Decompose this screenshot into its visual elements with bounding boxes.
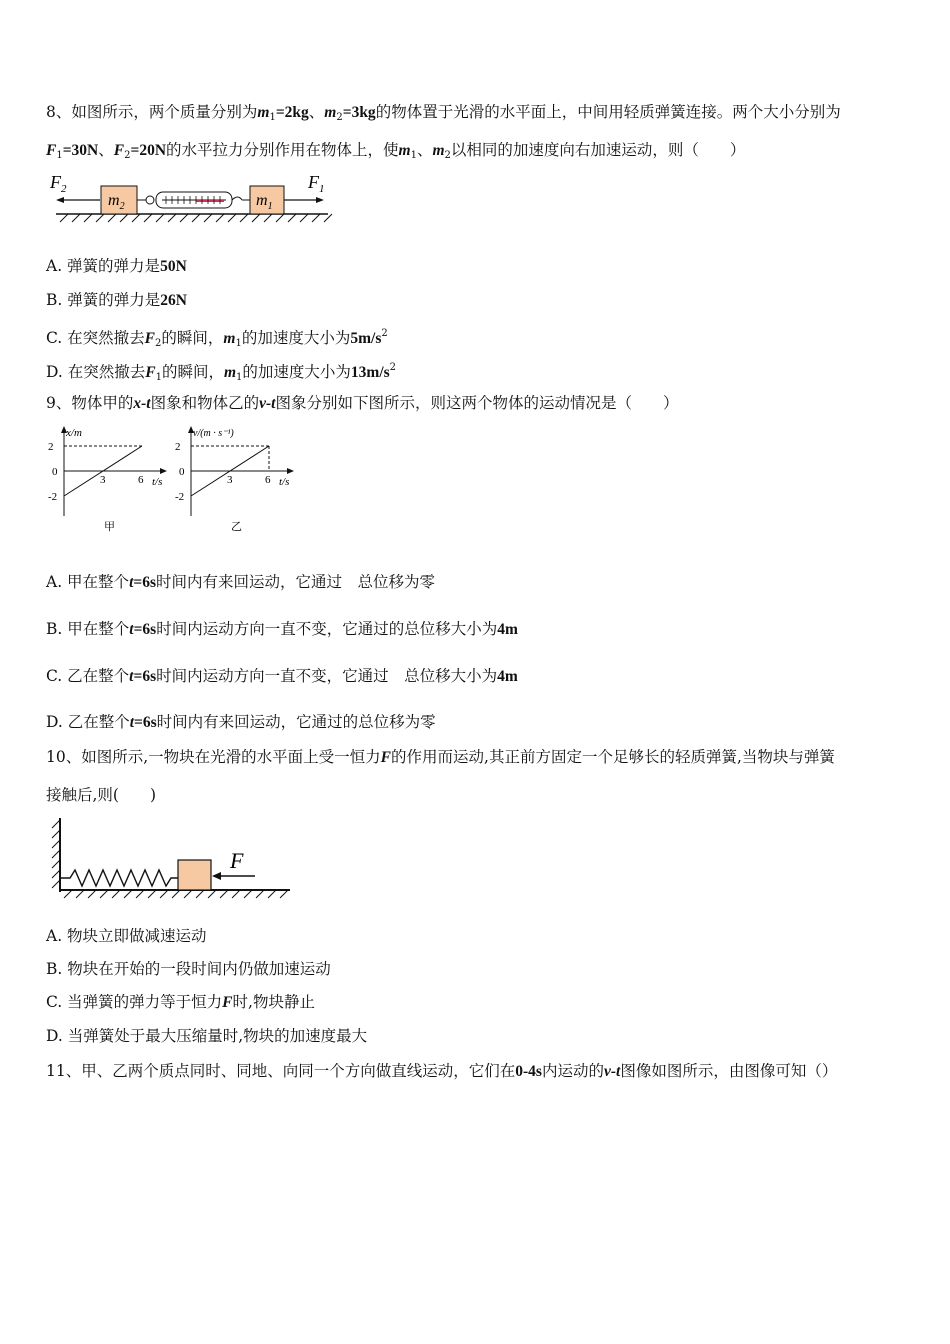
q8-stem-line2: $F_1=30N$、$F_2=20N$的水平拉力分别作用在物体上，使$m_1$、$m_2$以相同的加速度向右加速运动，则（ ） — [46, 141, 746, 161]
svg-text:-2: -2 — [175, 491, 185, 503]
svg-text:2: 2 — [175, 441, 181, 453]
svg-text:x/m: x/m — [66, 427, 82, 439]
q10-spring — [60, 870, 178, 886]
q9-option-a[interactable]: A. 甲在整个t=6s时间内有来回运动，它通过 总位移为零 — [46, 573, 436, 591]
q10-fig-F-label: F — [230, 848, 244, 873]
q11-stem: 11、甲、乙两个质点同时、同地、向同一个方向做直线运动，它们在0-4s内运动的v-t图像如图所示，由图像可知（） — [46, 1062, 838, 1080]
q9-stem: 9、物体甲的x-t图象和物体乙的v-t图象分别如下图所示，则这两个物体的运动情况是（ ） — [46, 394, 679, 412]
svg-text:t/s: t/s — [279, 476, 290, 488]
svg-text:6: 6 — [138, 474, 144, 486]
svg-text:2: 2 — [48, 441, 54, 453]
q9-option-b[interactable]: B. 甲在整个t=6s时间内运动方向一直不变，它通过的总位移大小为4m — [46, 620, 518, 638]
q8-stem-line1: 8、如图所示，两个质量分别为$m_1=2kg$、$m_2=3kg$的物体置于光滑的水平面上，中间用轻质弹簧连接。两个大小分别为 — [46, 103, 841, 123]
q9-yi-caption: 乙 — [231, 521, 242, 533]
q10-stem-line2: 接触后,则( ) — [46, 786, 157, 804]
q9-jia-caption: 甲 — [104, 521, 115, 533]
svg-text:0: 0 — [52, 466, 58, 478]
svg-text:3: 3 — [227, 474, 233, 486]
q8-option-b[interactable]: B. 弹簧的弹力是26N — [46, 291, 187, 309]
q9-number: 9、 — [46, 394, 72, 412]
q9-option-c[interactable]: C. 乙在整个t=6s时间内运动方向一直不变，它通过 总位移大小为4m — [46, 667, 518, 685]
svg-text:m2: $m_2$ — [108, 192, 125, 212]
q9-graph-jia — [46, 424, 176, 534]
q10-spring-figure — [50, 818, 300, 902]
q8-number: 8、 — [46, 103, 72, 121]
q10-option-d[interactable]: D. 当弹簧处于最大压缩量时,物块的加速度最大 — [46, 1027, 368, 1045]
svg-text:-2: -2 — [48, 491, 58, 503]
q8-option-c[interactable]: C. 在突然撤去$F_2$的瞬间，$m_1$的加速度大小为$5m/s^2$ — [46, 328, 388, 349]
q10-stem-line1: 10、如图所示,一物块在光滑的水平面上受一恒力F的作用而运动,其正前方固定一个足够长的轻质弹簧,当物块与弹簧 — [46, 748, 835, 766]
q10-block — [178, 860, 211, 890]
q8-fig-F2-label: $F_2$ — [50, 172, 67, 195]
q9-graph-yi — [173, 424, 303, 534]
q11-number: 11、 — [46, 1062, 82, 1080]
q10-option-a[interactable]: A. 物块立即做减速运动 — [46, 927, 207, 945]
svg-text:0: 0 — [179, 466, 185, 478]
svg-text:m1: $m_1$ — [256, 192, 273, 212]
q8-option-a[interactable]: A. 弹簧的弹力是50N — [46, 257, 187, 275]
q10-number: 10、 — [46, 748, 82, 766]
svg-text:t/s: t/s — [152, 476, 163, 488]
svg-text:6: 6 — [265, 474, 271, 486]
svg-text:v/(m · s⁻¹): v/(m · s⁻¹) — [193, 428, 234, 439]
q8-spring-blocks-figure — [46, 170, 336, 230]
q10-option-c[interactable]: C. 当弹簧的弹力等于恒力F时,物块静止 — [46, 993, 315, 1011]
svg-text:3: 3 — [100, 474, 106, 486]
q8-option-d[interactable]: D. 在突然撤去$F_1$的瞬间，$m_1$的加速度大小为$13m/s^2$ — [46, 362, 397, 383]
q8-fig-F1-label: $F_1$ — [308, 172, 325, 195]
q10-option-b[interactable]: B. 物块在开始的一段时间内仍做加速运动 — [46, 960, 331, 978]
q9-option-d[interactable]: D. 乙在整个t=6s时间内有来回运动，它通过的总位移为零 — [46, 713, 436, 731]
